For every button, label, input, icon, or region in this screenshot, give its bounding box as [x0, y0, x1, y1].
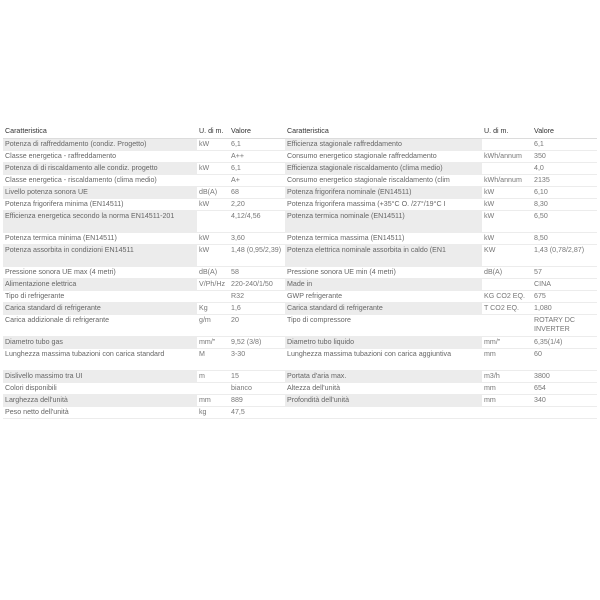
row-value-right: 6,10 — [532, 187, 597, 199]
row-value-right: 340 — [532, 395, 597, 407]
row-characteristic-right: Potenza termica massima (EN14511) — [285, 233, 482, 245]
row-characteristic-right: Carica standard di refrigerante — [285, 303, 482, 315]
row-characteristic-left: Potenza frigorifera minima (EN14511) — [3, 199, 197, 211]
row-unit-right: KW — [482, 245, 532, 267]
table-row — [3, 291, 597, 303]
row-unit-left — [197, 291, 229, 303]
row-characteristic-right: Consumo energetico stagionale raffreddamento — [285, 151, 482, 163]
row-value-left: 3-30 — [229, 349, 285, 371]
table-header-row — [3, 126, 597, 139]
row-unit-right — [482, 315, 532, 337]
row-characteristic-left: Potenza di di riscaldamento alle condiz. progetto — [3, 163, 197, 175]
row-value-right: 2135 — [532, 175, 597, 187]
table-row — [3, 383, 597, 395]
row-value-left: 6,1 — [229, 139, 285, 151]
row-value-right: 6,50 — [532, 211, 597, 233]
header-unit-left: U. di m. — [197, 126, 229, 139]
row-value-left: 20 — [229, 315, 285, 337]
table-row — [3, 267, 597, 279]
row-value-right: 4,0 — [532, 163, 597, 175]
row-unit-left: kW — [197, 233, 229, 245]
row-unit-right: mm/" — [482, 337, 532, 349]
table-row — [3, 315, 597, 337]
table-row — [3, 245, 597, 267]
row-value-right: 6,1 — [532, 139, 597, 151]
row-unit-right: kW — [482, 187, 532, 199]
table-row — [3, 175, 597, 187]
row-unit-right — [482, 139, 532, 151]
row-characteristic-left: Diametro tubo gas — [3, 337, 197, 349]
row-characteristic-left: Potenza di raffreddamento (condiz. Progetto) — [3, 139, 197, 151]
table-row — [3, 407, 597, 419]
row-unit-left: kg — [197, 407, 229, 419]
row-characteristic-left: Carica standard di refrigerante — [3, 303, 197, 315]
row-characteristic-left: Potenza termica minima (EN14511) — [3, 233, 197, 245]
row-unit-left: m — [197, 371, 229, 383]
row-value-left: A+ — [229, 175, 285, 187]
row-characteristic-right: Potenza frigorifera massima (+35°C O. /27°/19°C I — [285, 199, 482, 211]
row-unit-right — [482, 279, 532, 291]
row-characteristic-left: Carica addizionale di refrigerante — [3, 315, 197, 337]
row-characteristic-right: Potenza termica nominale (EN14511) — [285, 211, 482, 233]
row-unit-left — [197, 151, 229, 163]
row-characteristic-right: Efficienza stagionale raffreddamento — [285, 139, 482, 151]
row-characteristic-right — [285, 407, 482, 419]
row-unit-right: kW — [482, 199, 532, 211]
row-unit-left: kW — [197, 245, 229, 267]
row-value-left: 1,48 (0,95/2,39) — [229, 245, 285, 267]
table-row — [3, 303, 597, 315]
table-row — [3, 349, 597, 371]
row-characteristic-right: Portata d'aria max. — [285, 371, 482, 383]
header-unit-right: U. di m. — [482, 126, 532, 139]
spec-table-wrapper — [3, 126, 597, 419]
table-row — [3, 233, 597, 245]
row-characteristic-left: Lunghezza massima tubazioni con carica standard — [3, 349, 197, 371]
row-unit-left: g/m — [197, 315, 229, 337]
row-value-left: 15 — [229, 371, 285, 383]
row-characteristic-left: Peso netto dell'unità — [3, 407, 197, 419]
row-value-right: 3800 — [532, 371, 597, 383]
header-value-left: Valore — [229, 126, 285, 139]
row-value-left: 47,5 — [229, 407, 285, 419]
row-unit-right: kWh/annum — [482, 175, 532, 187]
row-value-right: 675 — [532, 291, 597, 303]
row-value-right: 57 — [532, 267, 597, 279]
row-unit-right: KG CO2 EQ. — [482, 291, 532, 303]
row-characteristic-right: Efficienza stagionale riscaldamento (clima medio) — [285, 163, 482, 175]
header-value-right: Valore — [532, 126, 597, 139]
table-row — [3, 151, 597, 163]
row-characteristic-left: Classe energetica - riscaldamento (clima medio) — [3, 175, 197, 187]
row-value-left: 6,1 — [229, 163, 285, 175]
row-unit-right: m3/h — [482, 371, 532, 383]
row-unit-left: Kg — [197, 303, 229, 315]
row-unit-left — [197, 175, 229, 187]
table-row — [3, 395, 597, 407]
row-characteristic-left: Livello potenza sonora UE — [3, 187, 197, 199]
row-characteristic-right: Tipo di compressore — [285, 315, 482, 337]
row-unit-right: kW — [482, 233, 532, 245]
row-characteristic-right: Potenza elettrica nominale assorbita in caldo (EN1 — [285, 245, 482, 267]
row-unit-left: kW — [197, 163, 229, 175]
row-unit-right: kWh/annum — [482, 151, 532, 163]
header-characteristic-right: Caratteristica — [285, 126, 482, 139]
row-unit-right: T CO2 EQ. — [482, 303, 532, 315]
row-unit-left: M — [197, 349, 229, 371]
row-value-right: 1,080 — [532, 303, 597, 315]
row-characteristic-left: Alimentazione elettrica — [3, 279, 197, 291]
specifications-table — [3, 126, 597, 419]
table-body — [3, 139, 597, 419]
row-unit-left: kW — [197, 139, 229, 151]
row-value-left: 1,6 — [229, 303, 285, 315]
row-characteristic-right: Pressione sonora UE min (4 metri) — [285, 267, 482, 279]
row-value-left: 9,52 (3/8) — [229, 337, 285, 349]
row-unit-right — [482, 407, 532, 419]
row-value-right: CINA — [532, 279, 597, 291]
row-value-left: A++ — [229, 151, 285, 163]
row-characteristic-right: Consumo energetico stagionale riscaldamento (clim — [285, 175, 482, 187]
row-value-right: 350 — [532, 151, 597, 163]
row-value-right — [532, 407, 597, 419]
row-value-right: 60 — [532, 349, 597, 371]
row-characteristic-right: Lunghezza massima tubazioni con carica aggiuntiva — [285, 349, 482, 371]
row-unit-right: mm — [482, 383, 532, 395]
table-row — [3, 163, 597, 175]
row-value-left: R32 — [229, 291, 285, 303]
row-characteristic-left: Colori disponibili — [3, 383, 197, 395]
table-row — [3, 199, 597, 211]
row-unit-right — [482, 163, 532, 175]
row-value-right: 8,30 — [532, 199, 597, 211]
row-value-left: 220-240/1/50 — [229, 279, 285, 291]
table-row — [3, 371, 597, 383]
row-characteristic-left: Pressione sonora UE max (4 metri) — [3, 267, 197, 279]
row-characteristic-right: Profondità dell'unità — [285, 395, 482, 407]
row-value-right: 654 — [532, 383, 597, 395]
row-unit-left — [197, 211, 229, 233]
table-row — [3, 139, 597, 151]
row-unit-left: dB(A) — [197, 267, 229, 279]
row-unit-right: kW — [482, 211, 532, 233]
row-value-left: 68 — [229, 187, 285, 199]
header-characteristic-left: Caratteristica — [3, 126, 197, 139]
row-unit-left — [197, 383, 229, 395]
row-value-left: 3,60 — [229, 233, 285, 245]
row-value-left: 889 — [229, 395, 285, 407]
row-characteristic-left: Potenza assorbita in condizioni EN14511 — [3, 245, 197, 267]
row-characteristic-right: Diametro tubo liquido — [285, 337, 482, 349]
table-row — [3, 187, 597, 199]
row-value-left: bianco — [229, 383, 285, 395]
row-characteristic-left: Larghezza dell'unità — [3, 395, 197, 407]
table-row — [3, 211, 597, 233]
row-unit-left: V/Ph/Hz — [197, 279, 229, 291]
row-characteristic-left: Tipo di refrigerante — [3, 291, 197, 303]
row-characteristic-left: Classe energetica - raffreddamento — [3, 151, 197, 163]
row-value-right: ROTARY DC INVERTER — [532, 315, 597, 337]
row-unit-left: kW — [197, 199, 229, 211]
row-unit-left: mm/" — [197, 337, 229, 349]
row-characteristic-right: Altezza dell'unità — [285, 383, 482, 395]
row-characteristic-left: Dislivello massimo tra UI — [3, 371, 197, 383]
table-row — [3, 279, 597, 291]
row-unit-right: mm — [482, 395, 532, 407]
row-value-right: 1,43 (0,78/2,87) — [532, 245, 597, 267]
row-unit-right: mm — [482, 349, 532, 371]
row-characteristic-left: Efficienza energetica secondo la norma EN14511-201 — [3, 211, 197, 233]
row-value-left: 4,12/4,56 — [229, 211, 285, 233]
row-characteristic-right: Potenza frigorifera nominale (EN14511) — [285, 187, 482, 199]
row-value-left: 58 — [229, 267, 285, 279]
row-value-right: 6,35(1/4) — [532, 337, 597, 349]
row-value-left: 2,20 — [229, 199, 285, 211]
table-row — [3, 337, 597, 349]
row-characteristic-right: Made in — [285, 279, 482, 291]
row-unit-right: dB(A) — [482, 267, 532, 279]
row-unit-left: mm — [197, 395, 229, 407]
row-characteristic-right: GWP refrigerante — [285, 291, 482, 303]
row-value-right: 8,50 — [532, 233, 597, 245]
row-unit-left: dB(A) — [197, 187, 229, 199]
